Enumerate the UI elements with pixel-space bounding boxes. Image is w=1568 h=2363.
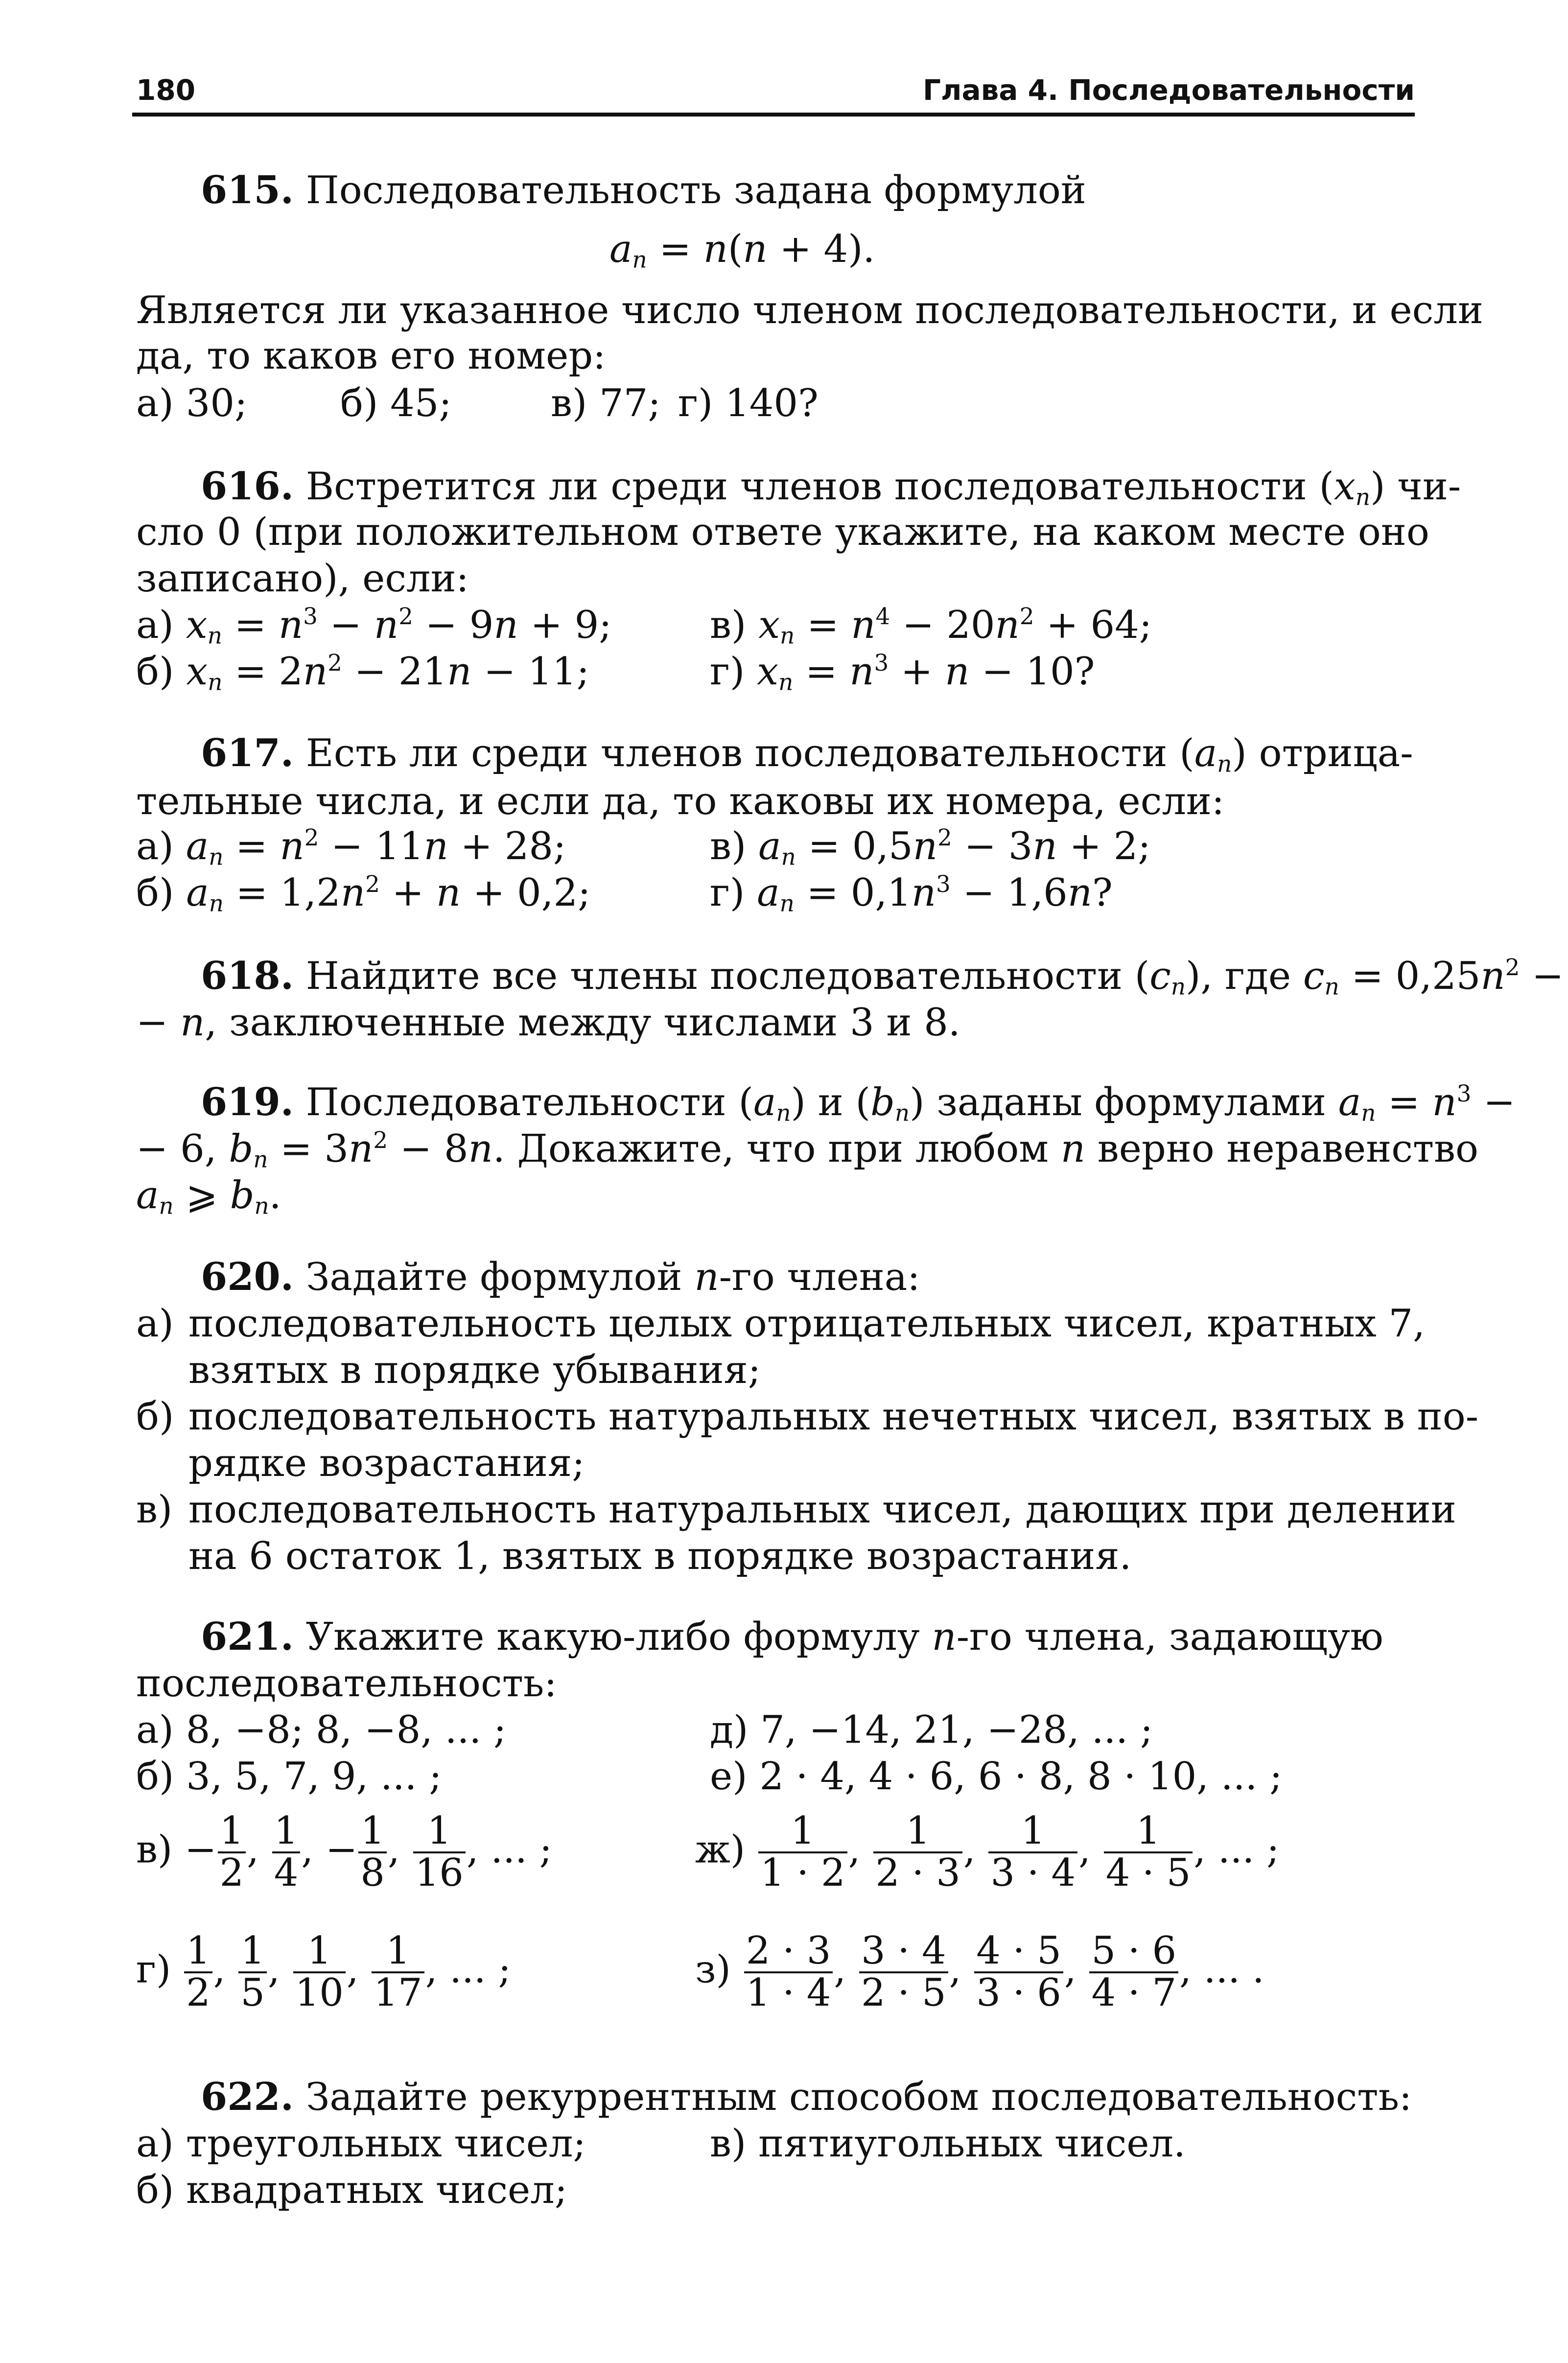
problem-618-text: − n, заключенные между числами 3 и 8. xyxy=(136,1001,960,1045)
problem-number: 615. xyxy=(201,168,294,212)
problem-615-option-b: б) 45; xyxy=(340,381,452,425)
problem-616-text: сло 0 (при положительном ответе укажите, на каком месте оно xyxy=(136,510,1429,554)
problem-621-option-a: а) 8, −8; 8, −8, ... ; xyxy=(136,1708,507,1752)
problem-number: 620. xyxy=(201,1255,294,1299)
problem-615-text: Является ли указанное число членом последовательности, и если xyxy=(136,288,1483,332)
problem-620-item-text: последовательность натуральных чисел, дающих при делении xyxy=(188,1488,1456,1532)
problem-615-formula: $a_n = n(n + 4)$. xyxy=(609,227,875,274)
problem-622-option-b: б) квадратных чисел; xyxy=(136,2168,568,2212)
problem-number: 617. xyxy=(201,731,294,775)
problem-615-text: да, то каков его номер: xyxy=(136,334,606,378)
problem-615-option-a: а) 30; xyxy=(136,381,248,425)
problem-619-text: − 6, $b_n = 3n^2 - 8n$. Докажите, что при любом n верно неравенство xyxy=(136,1127,1478,1173)
problem-number: 618. xyxy=(201,954,294,998)
problem-618-text: 618. Найдите все члены последовательности $(c_n)$, где $c_n = 0,25n^2$ − xyxy=(201,954,1564,1001)
problem-number: 622. xyxy=(201,2075,294,2119)
problem-number: 616. xyxy=(201,464,294,509)
problem-620-item-text: на 6 остаток 1, взятых в порядке возрастания. xyxy=(188,1534,1132,1578)
problem-620-item-text: взятых в порядке убывания; xyxy=(188,1348,761,1392)
page-number: 180 xyxy=(136,73,196,107)
problem-616-option-d: г) $x_n = n^3 + n - 10$? xyxy=(710,650,1095,696)
problem-619-text: 619. Последовательности $(a_n)$ и $(b_n)$ заданы формулами $a_n = n^3$ − xyxy=(201,1080,1516,1127)
problem-617-intro: 617. Есть ли среди членов последовательности $(a_n)$ отрица- xyxy=(201,731,1413,778)
problem-621-intro: 621. Укажите какую-либо формулу n-го члена, задающую xyxy=(201,1614,1383,1659)
problem-620-item-text: рядке возрастания; xyxy=(188,1441,585,1485)
problem-621-option-b: б) 3, 5, 7, 9, ... ; xyxy=(136,1755,442,1799)
problem-620-intro: 620. Задайте формулой n-го члена: xyxy=(201,1255,920,1299)
problem-621-option-v: в) − $\frac{1}{2}$ , $\frac{1}{4}$ , − $\frac{1}{8}$ , $\frac{1}{16}$ , ... ; xyxy=(136,1809,552,1895)
problem-616-text: записано), если: xyxy=(136,557,469,601)
problem-621-option-zh: ж) $\frac{1}{1 \cdot 2}$ , $\frac{1}{2 \cdot 3}$ , $\frac{1}{3 \cdot 4}$ , $\frac{1}{4 \cdot 5}$ , ... ; xyxy=(695,1809,1280,1895)
problem-615-option-c: в) 77; xyxy=(551,381,661,425)
problem-621-option-z: з) $\frac{2 \cdot 3}{1 \cdot 4}$ , $\frac{3 \cdot 4}{2 \cdot 5}$ , $\frac{4 \cdot 5}{3 \cdot 6}$ , $\frac{5 \cdot 6}{4 \cdot 7}$ , ... . xyxy=(695,1929,1264,2015)
problem-621-option-g: г) $\frac{1}{2}$ , $\frac{1}{5}$ , $\frac{1}{10}$ , $\frac{1}{17}$ , ... ; xyxy=(136,1929,511,2015)
problem-617-option-a: а) $a_n = n^2 - 11n + 28$; xyxy=(136,824,566,871)
problem-617-option-d: г) $a_n = 0,1n^3 - 1,6n$? xyxy=(710,871,1113,917)
problem-615-option-d: г) 140? xyxy=(678,381,819,425)
problem-619-text: $a_n$ ⩾ $b_n$. xyxy=(136,1173,281,1220)
problem-621-text: последовательность: xyxy=(136,1661,557,1706)
problem-617-text: тельные числа, и если да, то каковы их номера, если: xyxy=(136,779,1225,823)
problem-620-item-label: в) xyxy=(136,1488,173,1532)
problem-621-option-d: д) 7, −14, 21, −28, ... ; xyxy=(710,1708,1153,1752)
problem-620-item-label: а) xyxy=(136,1302,174,1346)
problem-616-option-c: в) $x_n = n^4 - 20n^2 + 64$; xyxy=(710,603,1152,650)
problem-620-item-label: б) xyxy=(136,1395,174,1439)
problem-620-item-text: последовательность натуральных нечетных чисел, взятых в по- xyxy=(188,1395,1479,1439)
problem-616-option-a: а) $x_n = n^3 - n^2 - 9n + 9$; xyxy=(136,603,612,650)
problem-622-option-c: в) пятиугольных чисел. xyxy=(710,2122,1186,2166)
problem-number: 619. xyxy=(201,1080,294,1124)
problem-616-option-b: б) $x_n = 2n^2 - 21n - 11$; xyxy=(136,650,589,696)
problem-615-intro: 615. Последовательность задана формулой xyxy=(201,168,1086,212)
problem-617-option-b: б) $a_n = 1,2n^2 + n + 0,2$; xyxy=(136,871,591,917)
problem-620-item-text: последовательность целых отрицательных чисел, кратных 7, xyxy=(188,1302,1425,1346)
problem-616-intro: 616. Встретится ли среди членов последовательности $(x_n)$ чи- xyxy=(201,464,1461,511)
problem-622-intro: 622. Задайте рекуррентным способом последовательность: xyxy=(201,2075,1412,2119)
problem-622-option-a: а) треугольных чисел; xyxy=(136,2122,586,2166)
problem-617-option-c: в) $a_n = 0,5n^2 - 3n + 2$; xyxy=(710,824,1151,871)
chapter-title: Глава 4. Последовательности xyxy=(923,73,1415,107)
header-rule xyxy=(132,113,1415,117)
problem-621-option-e: е) 2 · 4, 4 · 6, 6 · 8, 8 · 10, ... ; xyxy=(710,1755,1283,1799)
problem-number: 621. xyxy=(201,1614,294,1659)
